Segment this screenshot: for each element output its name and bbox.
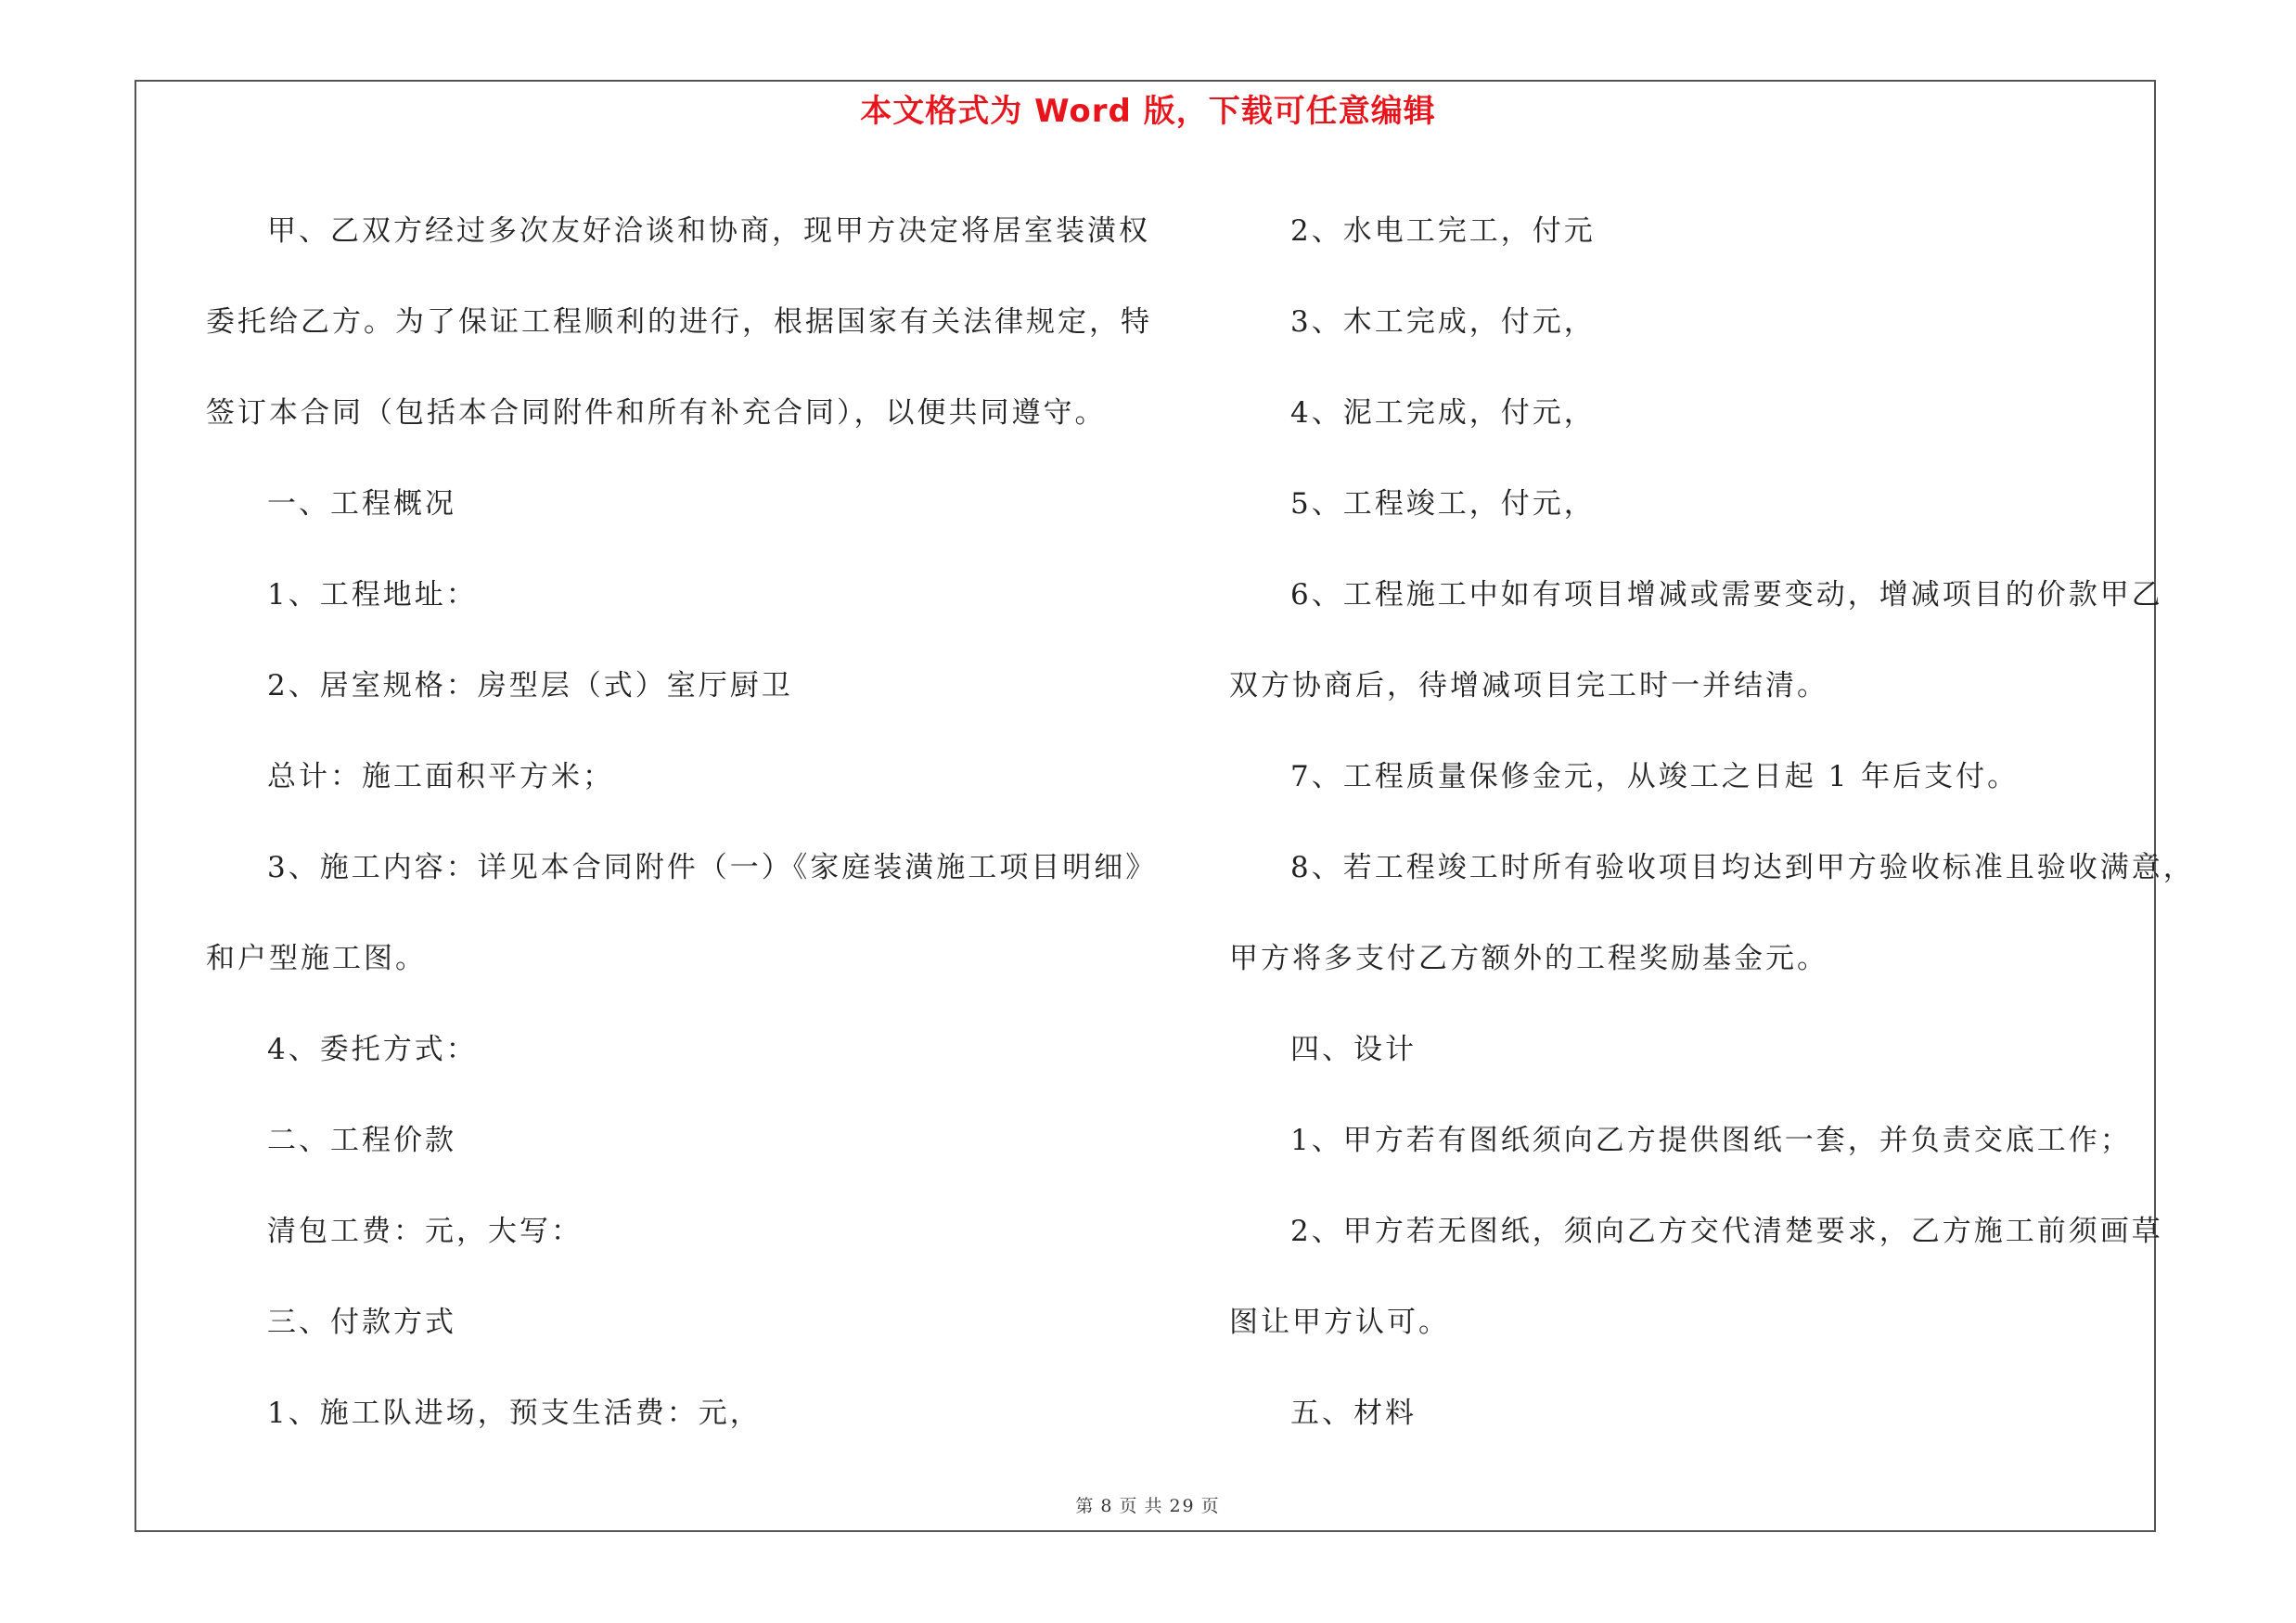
paragraph-line: 7、工程质量保修金元，从竣工之日起 1 年后支付。 — [1290, 760, 2020, 793]
footer-total-word: 共 — [1144, 1496, 1164, 1516]
paragraph-line: 2、甲方若无图纸，须向乙方交代清楚要求，乙方施工前须画草 — [1290, 1215, 2163, 1248]
footer-total-pages: 29 — [1169, 1496, 1196, 1516]
paragraph-line: 4、泥工完成，付元， — [1290, 396, 1596, 430]
paragraph-line: 3、木工完成，付元， — [1290, 305, 1596, 339]
paragraph-line: 五、材料 — [1290, 1397, 1417, 1430]
paragraph-line: 2、居室规格：房型层（式）室厅厨卫 — [267, 669, 793, 702]
paragraph-line: 和户型施工图。 — [206, 942, 427, 975]
word-format-banner: 本文格式为 Word 版，下载可任意编辑 — [860, 93, 1436, 130]
paragraph-line: 签订本合同（包括本合同附件和所有补充合同），以便共同遵守。 — [206, 396, 1107, 430]
paragraph-line: 总计：施工面积平方米； — [267, 760, 614, 793]
paragraph-line: 委托给乙方。为了保证工程顺利的进行，根据国家有关法律规定，特 — [206, 305, 1152, 339]
paragraph-line: 8、若工程竣工时所有验收项目均达到甲方验收标准且验收满意， — [1290, 851, 2195, 884]
page-footer — [0, 1492, 2296, 1517]
paragraph-line: 1、甲方若有图纸须向乙方提供图纸一套，并负责交底工作； — [1290, 1124, 2132, 1157]
paragraph-line: 1、施工队进场，预支生活费：元， — [267, 1397, 762, 1430]
footer-prefix: 第 — [1075, 1496, 1096, 1516]
paragraph-line: 四、设计 — [1290, 1033, 1417, 1066]
paragraph-line: 一、工程概况 — [267, 487, 456, 521]
paragraph-line: 甲、乙双方经过多次友好洽谈和协商，现甲方决定将居室装潢权 — [267, 214, 1150, 248]
footer-page-unit: 页 — [1119, 1496, 1139, 1516]
paragraph-line: 4、委托方式： — [267, 1033, 478, 1066]
paragraph-line: 1、工程地址： — [267, 578, 478, 612]
footer-suffix: 页 — [1200, 1496, 1221, 1516]
paragraph-line: 3、施工内容：详见本合同附件（一）《家庭装潢施工项目明细》 — [267, 851, 1158, 884]
paragraph-line: 图让甲方认可。 — [1229, 1306, 1450, 1339]
footer-current-page: 8 — [1100, 1496, 1114, 1516]
paragraph-line: 甲方将多支付乙方额外的工程奖励基金元。 — [1229, 942, 1828, 975]
paragraph-line: 5、工程竣工，付元， — [1290, 487, 1596, 521]
left-column — [206, 186, 1171, 1459]
paragraph-line: 6、工程施工中如有项目增减或需要变动，增减项目的价款甲乙 — [1290, 578, 2163, 612]
paragraph-line: 2、水电工完工，付元 — [1290, 214, 1596, 248]
right-column — [1229, 186, 2195, 1459]
paragraph-line: 二、工程价款 — [267, 1124, 456, 1157]
paragraph-line: 清包工费：元，大写： — [267, 1215, 583, 1248]
paragraph-line: 三、付款方式 — [267, 1306, 456, 1339]
paragraph-line: 双方协商后，待增减项目完工时一并结清。 — [1229, 669, 1828, 702]
